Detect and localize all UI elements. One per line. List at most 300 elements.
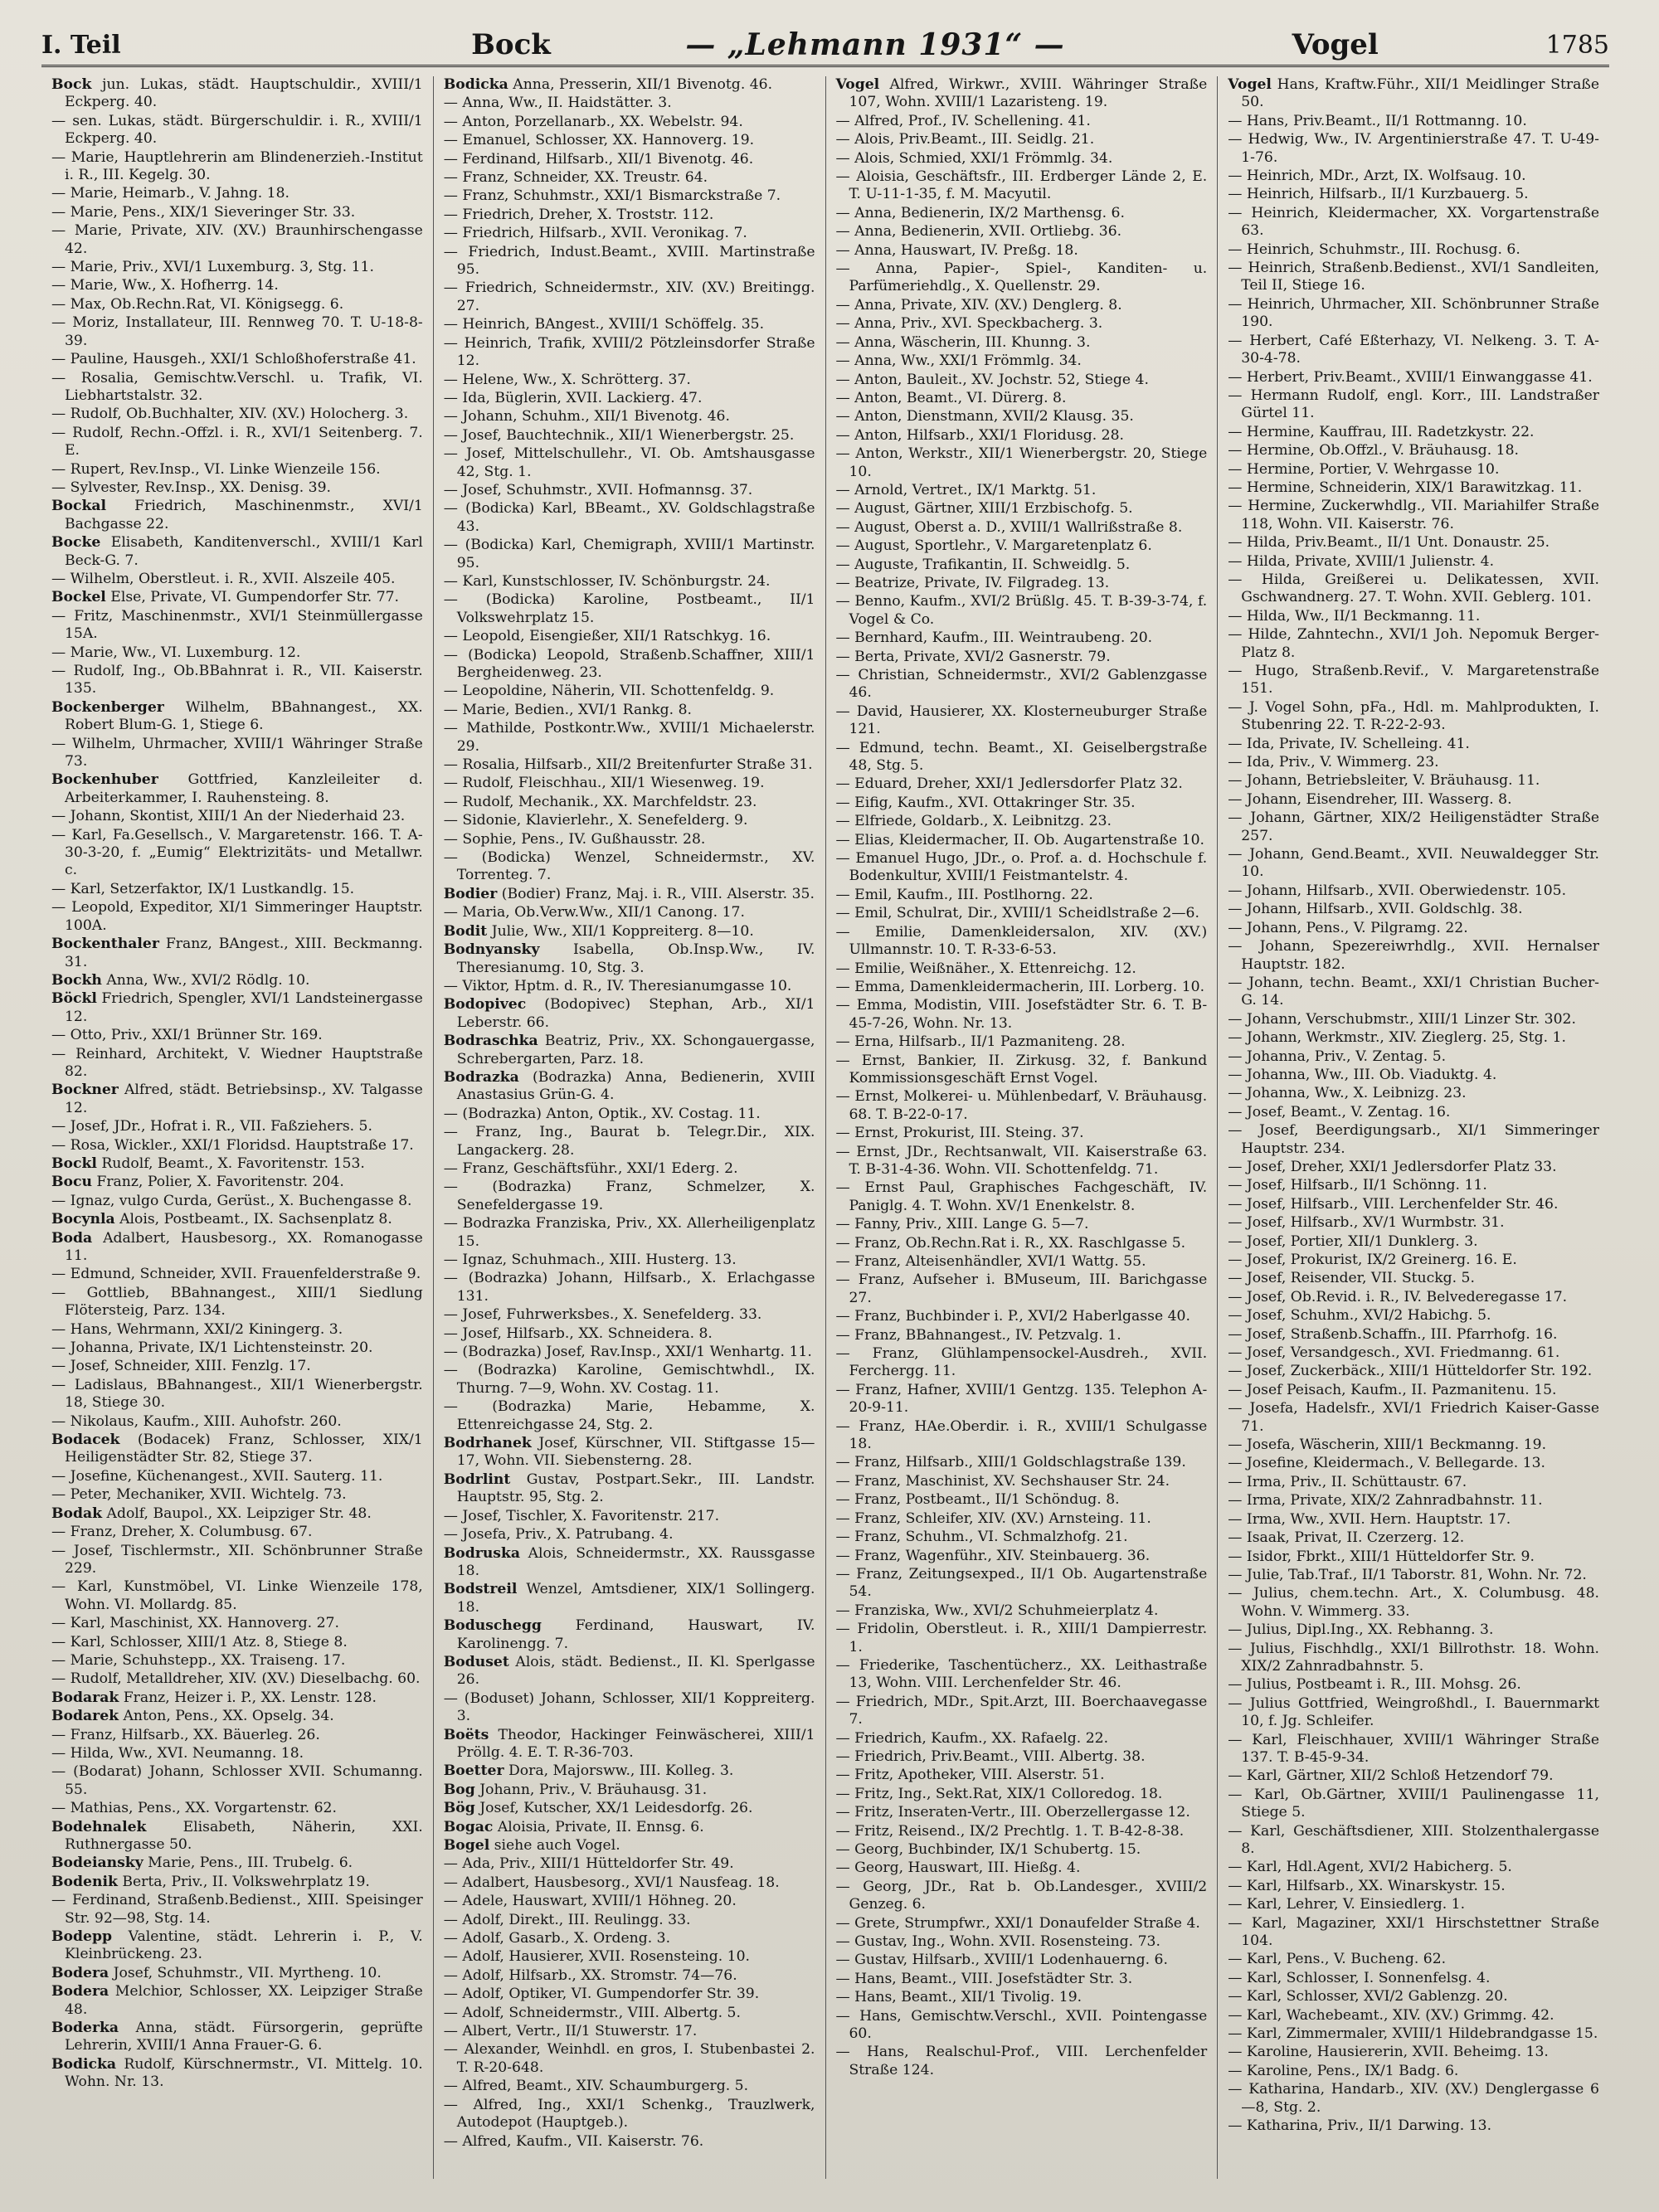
directory-entry	[444, 978, 815, 995]
directory-entry	[836, 1566, 1208, 1602]
directory-entry	[836, 575, 1208, 592]
entry-text: — Anna, Hauswart, IV. Preßg. 18.	[835, 241, 1078, 259]
entry-text: Adolf, Baupol., XX. Leipziger Str. 48.	[102, 1505, 372, 1522]
directory-entry	[836, 76, 1208, 112]
directory-entry	[836, 1235, 1208, 1252]
directory-entry	[444, 1306, 815, 1324]
entry-text: — Franz, Aufseher i. BMuseum, III. Barichgasse 27.	[835, 1271, 1208, 1306]
entry-text: Josef, Schuhmstr., VII. Myrtheng. 10.	[109, 1964, 382, 1981]
directory-entry	[836, 979, 1208, 996]
entry-text: (Bodier) Franz, Maj. i. R., VIII. Alserstr. 35.	[497, 885, 815, 902]
directory-entry	[836, 2044, 1208, 2079]
entry-surname: Bodepp	[51, 1928, 112, 1946]
directory-entry	[444, 244, 815, 280]
directory-entry	[444, 628, 815, 645]
directory-entry	[444, 114, 815, 131]
entry-text: — Josef, Schuhm., XVI/2 Habichg. 5.	[1228, 1307, 1491, 1325]
entry-text: — Johann, Pens., V. Pilgramg. 22.	[1228, 919, 1468, 936]
directory-entry	[51, 1046, 423, 1082]
entry-surname: Boetter	[443, 1762, 504, 1780]
entry-surname: Bocynla	[51, 1211, 115, 1228]
directory-entry	[1228, 1252, 1599, 1269]
directory-entry	[836, 519, 1208, 537]
directory-entry	[836, 1841, 1208, 1859]
entry-text: — Franz, Ob.Rechn.Rat i. R., XX. Raschlgasse 5.	[835, 1234, 1186, 1252]
entry-text: Isabella, Ob.Insp.Ww., IV. Theresianumg. 10, Stg. 3.	[456, 941, 815, 976]
directory-entry	[444, 2041, 815, 2077]
entry-text: — Johanna, Priv., V. Zentag. 5.	[1228, 1048, 1447, 1065]
directory-entry	[836, 1694, 1208, 1729]
entry-surname: Bodarek	[51, 1708, 119, 1725]
entry-text: — (Bodrazka) Marie, Hebamme, X. Ettenreichgasse 24, Stg. 2.	[443, 1398, 815, 1433]
entry-text: — Josefa, Priv., X. Patrubang. 4.	[443, 1526, 674, 1544]
directory-entry	[836, 1989, 1208, 2006]
directory-entry	[444, 408, 815, 425]
directory-entry	[1228, 1214, 1599, 1232]
entry-text: — Friedrich, Kaufm., XX. Rafaelg. 22.	[835, 1729, 1109, 1747]
entry-text: Alois, Schneidermstr., XX. Raussgasse 18.	[456, 1544, 815, 1579]
directory-entry	[444, 1179, 815, 1214]
entry-text: — Anna, Priv., XVI. Speckbacherg. 3.	[835, 315, 1103, 333]
entry-text: Elisabeth, Näherin, XXI. Ruthnergasse 50.	[65, 1818, 423, 1853]
directory-entry	[51, 1285, 423, 1320]
directory-entry	[836, 500, 1208, 518]
entry-text: — Karl, Setzerfaktor, IX/1 Lustkandlg. 15.	[51, 880, 355, 897]
directory-entry	[836, 1144, 1208, 1179]
directory-entry	[836, 1327, 1208, 1344]
entry-text: — Wilhelm, Oberstleut. i. R., XVII. Alszeile 405.	[51, 570, 396, 587]
entry-text: — Heinrich, Trafik, XVIII/2 Pötzleinsdorfer Straße 12.	[443, 334, 815, 370]
directory-entry	[51, 644, 423, 662]
entry-text: — Fritz, Apotheker, VIII. Alserstr. 51.	[835, 1767, 1105, 1784]
directory-entry	[51, 1137, 423, 1155]
directory-entry	[51, 1892, 423, 1928]
directory-entry	[444, 1617, 815, 1653]
entry-text: — Alexander, Weinhdl. en gros, I. Stubenbastei 2. T. R-20-648.	[443, 2041, 815, 2076]
entry-text: — Franz, Hafner, XVIII/1 Gentzg. 135. Telephon A-20-9-11.	[835, 1381, 1208, 1417]
entry-text: — Franz, Dreher, X. Columbusg. 67.	[51, 1524, 313, 1541]
column-3	[826, 76, 1219, 2179]
entry-text: — Marie, Pens., XIX/1 Sieveringer Str. 33.	[51, 203, 356, 221]
directory-entry	[444, 335, 815, 371]
directory-entry	[1228, 1787, 1599, 1822]
directory-entry	[51, 827, 423, 880]
directory-entry	[836, 557, 1208, 574]
entry-text: — Josef, Beamt., V. Zentag. 16.	[1228, 1103, 1451, 1121]
directory-entry	[836, 667, 1208, 702]
directory-entry	[444, 812, 815, 829]
directory-entry	[51, 1727, 423, 1744]
directory-entry	[1228, 534, 1599, 552]
directory-entry	[51, 1689, 423, 1707]
directory-entry	[1228, 571, 1599, 607]
entry-text: — Marie, Ww., VI. Luxemburg. 12.	[51, 644, 301, 661]
entry-text: Ferdinand, Hauswart, IV. Karolinengg. 7.	[456, 1617, 815, 1652]
entry-text: — Emanuel Hugo, JDr., o. Prof. a. d. Hochschule f. Bodenkultur, XVIII/1 Feistmantelstr. 4.	[835, 850, 1208, 885]
entry-text: — Franz, HAe.Oberdir. i. R., XVIII/1 Schulgasse 18.	[835, 1417, 1208, 1453]
entry-text: — Franz, Alteisenhändler, XVI/1 Wattg. 55.	[835, 1253, 1146, 1270]
entry-text: — (Boduset) Johann, Schlosser, XII/1 Koppreiterg. 3.	[443, 1689, 815, 1725]
entry-text: Anna, Presserin, XII/1 Bivenotg. 46.	[508, 76, 773, 93]
directory-entry	[444, 849, 815, 885]
entry-text: Friedrich, Spengler, XVI/1 Landsteinergasse 12.	[65, 990, 423, 1025]
directory-entry	[444, 1800, 815, 1817]
entry-text: — Adalbert, Hausbesorg., XVI/1 Nausfeag. 18.	[443, 1874, 780, 1891]
directory-entry	[1228, 186, 1599, 203]
directory-entry	[1228, 1363, 1599, 1380]
directory-entry	[1228, 1492, 1599, 1510]
directory-entry	[1228, 553, 1599, 571]
entry-text: — Franz, BBahnangest., IV. Petzvalg. 1.	[835, 1326, 1121, 1344]
entry-text: — Josef, Hilfsarb., XX. Schneidera. 8.	[443, 1325, 713, 1342]
directory-entry	[51, 498, 423, 533]
entry-text: — Franz, Ing., Baurat b. Telegr.Dir., XIX. Langackerg. 28.	[443, 1124, 815, 1159]
directory-entry	[1228, 1695, 1599, 1731]
directory-entry	[51, 370, 423, 406]
entry-text: — Alfred, Beamt., XIV. Schaumburgerg. 5.	[443, 2078, 749, 2095]
directory-entry	[444, 2023, 815, 2040]
directory-entry	[1228, 736, 1599, 753]
directory-entry	[444, 207, 815, 224]
entry-text: — Franz, Maschinist, XV. Sechshauser Str. 24.	[835, 1472, 1170, 1490]
entry-text: — Franz, Schneider, XX. Treustr. 64.	[443, 169, 708, 187]
entry-text: — Hedwig, Ww., IV. Argentinierstraße 47. T. U-49-1-76.	[1228, 131, 1599, 166]
entry-text: — Johann, Spezereiwrhdlg., XVII. Hernalser Hauptstr. 182.	[1228, 938, 1599, 973]
directory-entry	[51, 1339, 423, 1357]
directory-entry	[1228, 2044, 1599, 2061]
entry-text: — Josef, Dreher, XXI/1 Jedlersdorfer Platz 33.	[1228, 1158, 1557, 1175]
directory-entry	[51, 736, 423, 771]
directory-entry	[444, 132, 815, 149]
entry-text: — Leopoldine, Näherin, VII. Schottenfeldg. 9.	[443, 683, 775, 700]
entry-text: — Ida, Büglerin, XVII. Lackierg. 47.	[443, 389, 703, 406]
entry-text: — Josef, Tischlermstr., XII. Schönbrunner Straße 229.	[51, 1542, 423, 1577]
entry-surname: Bockal	[51, 498, 107, 515]
directory-entry	[51, 972, 423, 989]
directory-entry	[444, 1727, 815, 1762]
directory-entry	[444, 1398, 815, 1434]
entry-text: — August, Gärtner, XIII/1 Erzbischofg. 5.	[835, 500, 1133, 518]
entry-text: Berta, Priv., II. Volkswehrplatz 19.	[117, 1873, 370, 1890]
entry-text: — Bodrazka Franziska, Priv., XX. Allerheiligenplatz 15.	[443, 1215, 815, 1250]
entry-surname: Bogac	[443, 1818, 494, 1835]
entry-text: — Franz, Schleifer, XIV. (XV.) Arnsteing. 11.	[835, 1510, 1151, 1527]
entry-text: — Adolf, Hausierer, XVII. Rosensteing. 10.	[443, 1948, 751, 1966]
directory-entry	[51, 1615, 423, 1632]
entry-text: Josef, Kürschner, VII. Stiftgasse 15—17, Wohn. VII. Siebensterng. 28.	[456, 1435, 815, 1470]
entry-text: — Anton, Hilfsarb., XXI/1 Floridusg. 28.	[835, 426, 1124, 444]
directory-entry	[1228, 901, 1599, 918]
entry-text: — Josef, Bauchtechnik., XII/1 Wienerbergstr. 25.	[443, 426, 795, 444]
entry-surname: Bodit	[443, 922, 488, 940]
directory-entry	[836, 1253, 1208, 1271]
entry-surname: Bodraschka	[443, 1033, 538, 1050]
entry-text: — Herbert, Priv.Beamt., XVIII/1 Einwanggasse 41.	[1228, 368, 1593, 386]
entry-text: — Max, Ob.Rechn.Rat, VI. Königsegg. 6.	[51, 295, 344, 313]
entry-text: — Eifig, Kaufm., XVI. Ottakringer Str. 35.	[835, 794, 1136, 811]
directory-entry	[836, 1529, 1208, 1546]
entry-text: — Alfred, Kaufm., VII. Kaiserstr. 76.	[443, 2132, 704, 2150]
directory-entry	[51, 185, 423, 202]
directory-entry	[836, 1053, 1208, 1088]
directory-entry	[836, 113, 1208, 130]
directory-entry	[1228, 113, 1599, 130]
entry-text: — Isaak, Privat, II. Czerzerg. 12.	[1228, 1529, 1465, 1547]
entry-text: Alfred, Wirkwr., XVIII. Währinger Straße 107, Wohn. XVIII/1 Lazaristeng. 19.	[849, 76, 1208, 111]
directory-entry	[444, 775, 815, 792]
entry-text: — Johann, Gend.Beamt., XVII. Neuwaldegger Str. 10.	[1228, 846, 1599, 881]
directory-entry	[444, 1270, 815, 1305]
entry-text: — (Bodarat) Johann, Schlosser XVII. Schumanng. 55.	[51, 1763, 423, 1798]
entry-text: — Berta, Private, XVI/2 Gasnerstr. 79.	[835, 648, 1111, 665]
entry-text: — Hermine, Kauffrau, III. Radetzkystr. 22.	[1228, 423, 1535, 440]
entry-text: Anton, Pens., XX. Opselg. 34.	[119, 1708, 334, 1725]
entry-text: — Heinrich, MDr., Arzt, IX. Wolfsaug. 10.	[1228, 168, 1526, 185]
directory-entry	[836, 1271, 1208, 1307]
entry-text: — Anton, Werkstr., XII/1 Wienerbergstr. 20, Stiege 10.	[835, 445, 1208, 480]
directory-entry	[444, 683, 815, 700]
entry-text: — Julie, Tab.Traf., II/1 Taborstr. 81, Wohn. Nr. 72.	[1228, 1566, 1587, 1583]
directory-entry	[444, 76, 815, 94]
directory-entry	[836, 775, 1208, 793]
directory-entry	[1228, 1511, 1599, 1529]
entry-text: — Julius Gottfried, Weingroßhdl., I. Bauernmarkt 10, f. Jg. Schleifer.	[1228, 1694, 1599, 1730]
directory-entry	[444, 573, 815, 591]
directory-entry	[1228, 1641, 1599, 1676]
entry-text: — Josef, Versandgesch., XVI. Friedmanng. 61.	[1228, 1344, 1560, 1362]
directory-entry	[51, 149, 423, 185]
directory-entry	[1228, 131, 1599, 167]
directory-entry	[1228, 1437, 1599, 1454]
entry-text: — Marie, Private, XIV. (XV.) Braunhirschengasse 42.	[51, 222, 423, 257]
entry-text: Elisabeth, Kanditenverschl., XVIII/1 Karl Beck-G. 7.	[65, 534, 423, 569]
entry-text: — Ferdinand, Hilfsarb., XII/1 Bivenotg. 46.	[443, 150, 754, 168]
entry-text: — Friedrich, Dreher, X. Troststr. 112.	[443, 206, 714, 223]
entry-text: Anna, städt. Fürsorgerin, geprüfte Lehrerin, XVIII/1 Anna Frauer-G. 6.	[65, 2020, 423, 2054]
directory-entry	[51, 277, 423, 294]
entry-text: — Johanna, Ww., X. Leibnizg. 23.	[1228, 1085, 1467, 1102]
entry-text: — Ernst, Prokurist, III. Steing. 37.	[835, 1125, 1084, 1142]
entry-surname: Bockenberger	[51, 698, 164, 716]
entry-text: Franz, Heizer i. P., XX. Lenstr. 128.	[119, 1689, 377, 1706]
directory-entry	[836, 1952, 1208, 1969]
entry-surname: Bodrlint	[443, 1471, 511, 1488]
entry-text: — Edmund, techn. Beamt., XI. Geiselbergstraße 48, Stg. 5.	[835, 739, 1208, 775]
column-2	[434, 76, 826, 2179]
directory-entry	[444, 1033, 815, 1068]
directory-entry	[1228, 1585, 1599, 1621]
directory-entry	[51, 1082, 423, 1117]
directory-entry	[1228, 920, 1599, 937]
entry-text: — Friedrich, MDr., Spit.Arzt, III. Boerchaavegasse 7.	[835, 1693, 1208, 1728]
directory-entry	[836, 1491, 1208, 1509]
entry-text: (Bodrazka) Anna, Bedienerin, XVIII Anastasius Grün-G. 4.	[456, 1068, 815, 1104]
directory-entry	[444, 372, 815, 389]
directory-entry	[444, 1545, 815, 1581]
entry-text: — Josef, Ob.Revid. i. R., IV. Belvederegasse 17.	[1228, 1288, 1568, 1305]
directory-entry	[51, 881, 423, 898]
directory-entry	[51, 936, 423, 971]
entry-text: Beatriz, Priv., XX. Schongauergasse, Schrebergarten, Parz. 18.	[456, 1033, 815, 1067]
directory-entry	[1228, 882, 1599, 900]
entry-text: — Alfred, Prof., IV. Schellening. 41.	[835, 112, 1091, 129]
directory-entry	[444, 187, 815, 205]
entry-surname: Bockel	[51, 589, 106, 606]
directory-entry	[1228, 1859, 1599, 1876]
directory-entry	[51, 1855, 423, 1872]
entry-text: — Fanny, Priv., XIII. Lange G. 5—7.	[835, 1216, 1089, 1233]
entry-text: — Anton, Bauleit., XV. Jochstr. 52, Stiege 4.	[835, 371, 1149, 388]
entry-text: — Josef, Mittelschullehr., VI. Ob. Amtshausgasse 42, Stg. 1.	[443, 445, 815, 480]
directory-entry	[836, 1345, 1208, 1381]
directory-entry	[836, 1971, 1208, 1988]
directory-entry	[51, 296, 423, 314]
entry-text: — Elfriede, Goldarb., X. Leibnitzg. 23.	[835, 813, 1112, 830]
entry-surname: Boduset	[443, 1653, 509, 1670]
entry-text: — Heinrich, BAngest., XVIII/1 Schöffelg. 35.	[443, 316, 765, 333]
directory-entry	[1228, 1548, 1599, 1566]
directory-entry	[444, 1252, 815, 1269]
entry-text: — Karl, Zimmermaler, XVIII/1 Hildebrandgasse 15.	[1228, 2025, 1598, 2043]
entry-surname: Bodopivec	[443, 996, 527, 1014]
directory-entry	[1228, 479, 1599, 497]
directory-entry	[1228, 1455, 1599, 1472]
entry-text: — Sidonie, Klavierlehr., X. Senefelderg. 9.	[443, 812, 748, 829]
entry-text: Alois, städt. Bedienst., II. Kl. Sperlgasse 26.	[456, 1653, 815, 1689]
entry-text: — Johann, Schuhm., XII/1 Bivenotg. 46.	[443, 408, 730, 425]
entry-text: — Alois, Schmied, XXI/1 Frömmlg. 34.	[835, 149, 1113, 167]
entry-surname: Vogel	[1228, 76, 1272, 93]
directory-entry	[51, 1468, 423, 1485]
entry-text: — Anna, Ww., II. Haidstätter. 3.	[443, 95, 672, 112]
directory-entry	[1228, 1915, 1599, 1951]
directory-entry	[444, 151, 815, 168]
entry-text: — Marie, Heimarb., V. Jahng. 18.	[51, 185, 289, 202]
entry-text: Josef, Kutscher, XX/1 Leidesdorfg. 26.	[474, 1800, 753, 1817]
entry-surname: Bockenhuber	[51, 771, 158, 789]
entry-text: — Josef Peisach, Kaufm., II. Pazmanitenu. 15.	[1228, 1381, 1557, 1398]
directory-entry	[444, 1654, 815, 1689]
directory-entry	[1228, 1823, 1599, 1859]
entry-text: — Hans, Gemischtw.Verschl., XVII. Pointengasse 60.	[835, 2007, 1208, 2043]
entry-text: Gottfried, Kanzleileiter d. Arbeiterkammer, I. Rauhensteing. 8.	[65, 771, 423, 806]
entry-text: — Edmund, Schneider, XVII. Frauenfelderstraße 9.	[51, 1266, 421, 1283]
entry-text: — Beatrize, Private, IV. Filgradeg. 13.	[835, 574, 1110, 591]
entry-text: — Josefine, Kleidermach., V. Bellegarde. 13.	[1228, 1455, 1545, 1472]
directory-entry	[1228, 846, 1599, 882]
entry-surname: Bog	[443, 1781, 475, 1798]
entry-surname: Boduschegg	[443, 1617, 542, 1635]
directory-entry	[1228, 241, 1599, 259]
page-number: 1785	[1545, 30, 1609, 60]
entry-text: — Josefa, Hadelsfr., XVI/1 Friedrich Kaiser-Gasse 71.	[1228, 1400, 1599, 1435]
entry-text: — Johann, Gärtner, XIX/2 Heiligenstädter Straße 257.	[1228, 809, 1599, 844]
entry-text: — Adolf, Optiker, VI. Gumpendorfer Str. 39.	[443, 1986, 760, 2003]
directory-entry	[1228, 442, 1599, 459]
entry-text: — Adolf, Gasarb., X. Ordeng. 3.	[443, 1930, 671, 1947]
directory-entry	[836, 1767, 1208, 1784]
directory-entry	[51, 1230, 423, 1266]
entry-text: — Hans, Realschul-Prof., VIII. Lerchenfelder Straße 124.	[835, 2044, 1208, 2078]
directory-entry	[444, 1893, 815, 1910]
directory-entry	[836, 593, 1208, 629]
entry-text: — Franz, Hilfsarb., XIII/1 Goldschlagstraße 139.	[835, 1454, 1186, 1471]
entry-text: — Franz, Buchbinder i. P., XVI/2 Haberlgasse 40.	[835, 1308, 1190, 1325]
entry-text: — Karl, Hdl.Agent, XVI/2 Habicherg. 5.	[1228, 1859, 1512, 1876]
directory-entry	[836, 1308, 1208, 1325]
entry-text: — Josefine, Küchenangest., XVII. Sauterg. 11.	[51, 1467, 383, 1485]
entry-text: — Gottlieb, BBahnangest., XIII/1 Siedlung Flötersteig, Parz. 134.	[51, 1284, 423, 1320]
directory-entry	[1228, 1104, 1599, 1121]
directory-entry	[1228, 1289, 1599, 1306]
directory-entry	[1228, 791, 1599, 809]
entry-text: Theodor, Hackinger Feinwäscherei, XIII/1 Pröllg. 4. E. T. R-36-703.	[456, 1726, 815, 1761]
directory-entry	[444, 2097, 815, 2132]
directory-entry	[444, 1874, 815, 1892]
directory-entry	[1228, 76, 1599, 112]
entry-text: — Rupert, Rev.Insp., VI. Linke Wienzeile 156.	[51, 460, 381, 478]
entry-surname: Bodarak	[51, 1689, 119, 1706]
entry-text: — Ada, Priv., XIII/1 Hütteldorfer Str. 49.	[443, 1855, 734, 1873]
entry-text: — Josef, Schuhmstr., XVII. Hofmannsg. 37.	[443, 481, 753, 498]
entry-text: Friedrich, Maschinenmstr., XVI/1 Bachgasse 22.	[65, 498, 423, 532]
entry-text: — (Bodicka) Karl, BBeamt., XV. Goldschlagstraße 43.	[443, 500, 815, 535]
directory-entry	[444, 702, 815, 719]
entry-text: — Fritz, Ing., Sekt.Rat, XIX/1 Colloredog. 18.	[835, 1785, 1163, 1802]
directory-entry	[444, 1930, 815, 1947]
directory-entry	[836, 1657, 1208, 1693]
directory-entry	[1228, 1159, 1599, 1176]
entry-text: — Josef, Zuckerbäck., XIII/1 Hütteldorfer Str. 192.	[1228, 1363, 1593, 1380]
directory-entry	[444, 1762, 815, 1780]
entry-surname: Bodera	[51, 1964, 109, 1981]
entry-text: Alois, Postbeamt., IX. Sachsenplatz 8.	[114, 1211, 392, 1228]
entry-text: — Josef, Portier, XII/1 Dunklerg. 3.	[1228, 1232, 1478, 1250]
entry-text: — Ignaz, vulgo Curda, Gerüst., X. Buchengasse 8.	[51, 1192, 412, 1209]
entry-text: — (Bodicka) Wenzel, Schneidermstr., XV. Torrenteg. 7.	[443, 849, 815, 884]
directory-entry	[1228, 1122, 1599, 1158]
entry-text: siehe auch Vogel.	[489, 1837, 620, 1854]
entry-text: — Josef, Beerdigungsarb., XI/1 Simmeringer Hauptstr. 234.	[1228, 1122, 1599, 1157]
entry-text: — Katharina, Priv., II/1 Darwing. 13.	[1228, 2117, 1492, 2135]
directory-entry	[836, 887, 1208, 904]
entry-text: — Ernst, Molkerei- u. Mühlenbedarf, V. Bräuhausg. 68. T. B-22-0-17.	[835, 1088, 1208, 1123]
entry-text: — Grete, Strumpfwr., XXI/1 Donaufelder Straße 4.	[835, 1914, 1200, 1932]
directory-entry	[444, 1819, 815, 1836]
entry-text: — Josef, Reisender, VII. Stuckg. 5.	[1228, 1270, 1475, 1287]
entry-text: — J. Vogel Sohn, pFa., Hdl. m. Mahlprodukten, I. Stubenring 22. T. R-22-2-93.	[1228, 698, 1599, 734]
directory-entry	[51, 1745, 423, 1762]
directory-entry	[444, 537, 815, 572]
column-4	[1218, 76, 1609, 2179]
entry-text: — Karl, Fleischhauer, XVIII/1 Währinger Straße 137. T. B-45-9-34.	[1228, 1731, 1599, 1766]
directory-entry	[444, 2133, 815, 2151]
directory-entry	[1228, 1048, 1599, 1066]
directory-entry	[836, 297, 1208, 314]
directory-entry	[836, 1454, 1208, 1471]
entry-text: — Irma, Private, XIX/2 Zahnradbahnstr. 11.	[1228, 1492, 1543, 1510]
directory-entry	[444, 720, 815, 756]
entry-text: — Hilda, Priv.Beamt., II/1 Unt. Donaustr. 25.	[1228, 534, 1550, 552]
entry-text: — Johann, Verschubmstr., XIII/1 Linzer Str. 302.	[1228, 1010, 1576, 1028]
entry-surname: Bocke	[51, 534, 101, 552]
directory-entry	[1228, 498, 1599, 533]
directory-entry	[51, 1819, 423, 1855]
directory-entry	[444, 95, 815, 112]
entry-text: Rudolf, Beamt., X. Favoritenstr. 153.	[96, 1155, 365, 1172]
directory-entry	[836, 740, 1208, 775]
directory-entry	[444, 1471, 815, 1507]
